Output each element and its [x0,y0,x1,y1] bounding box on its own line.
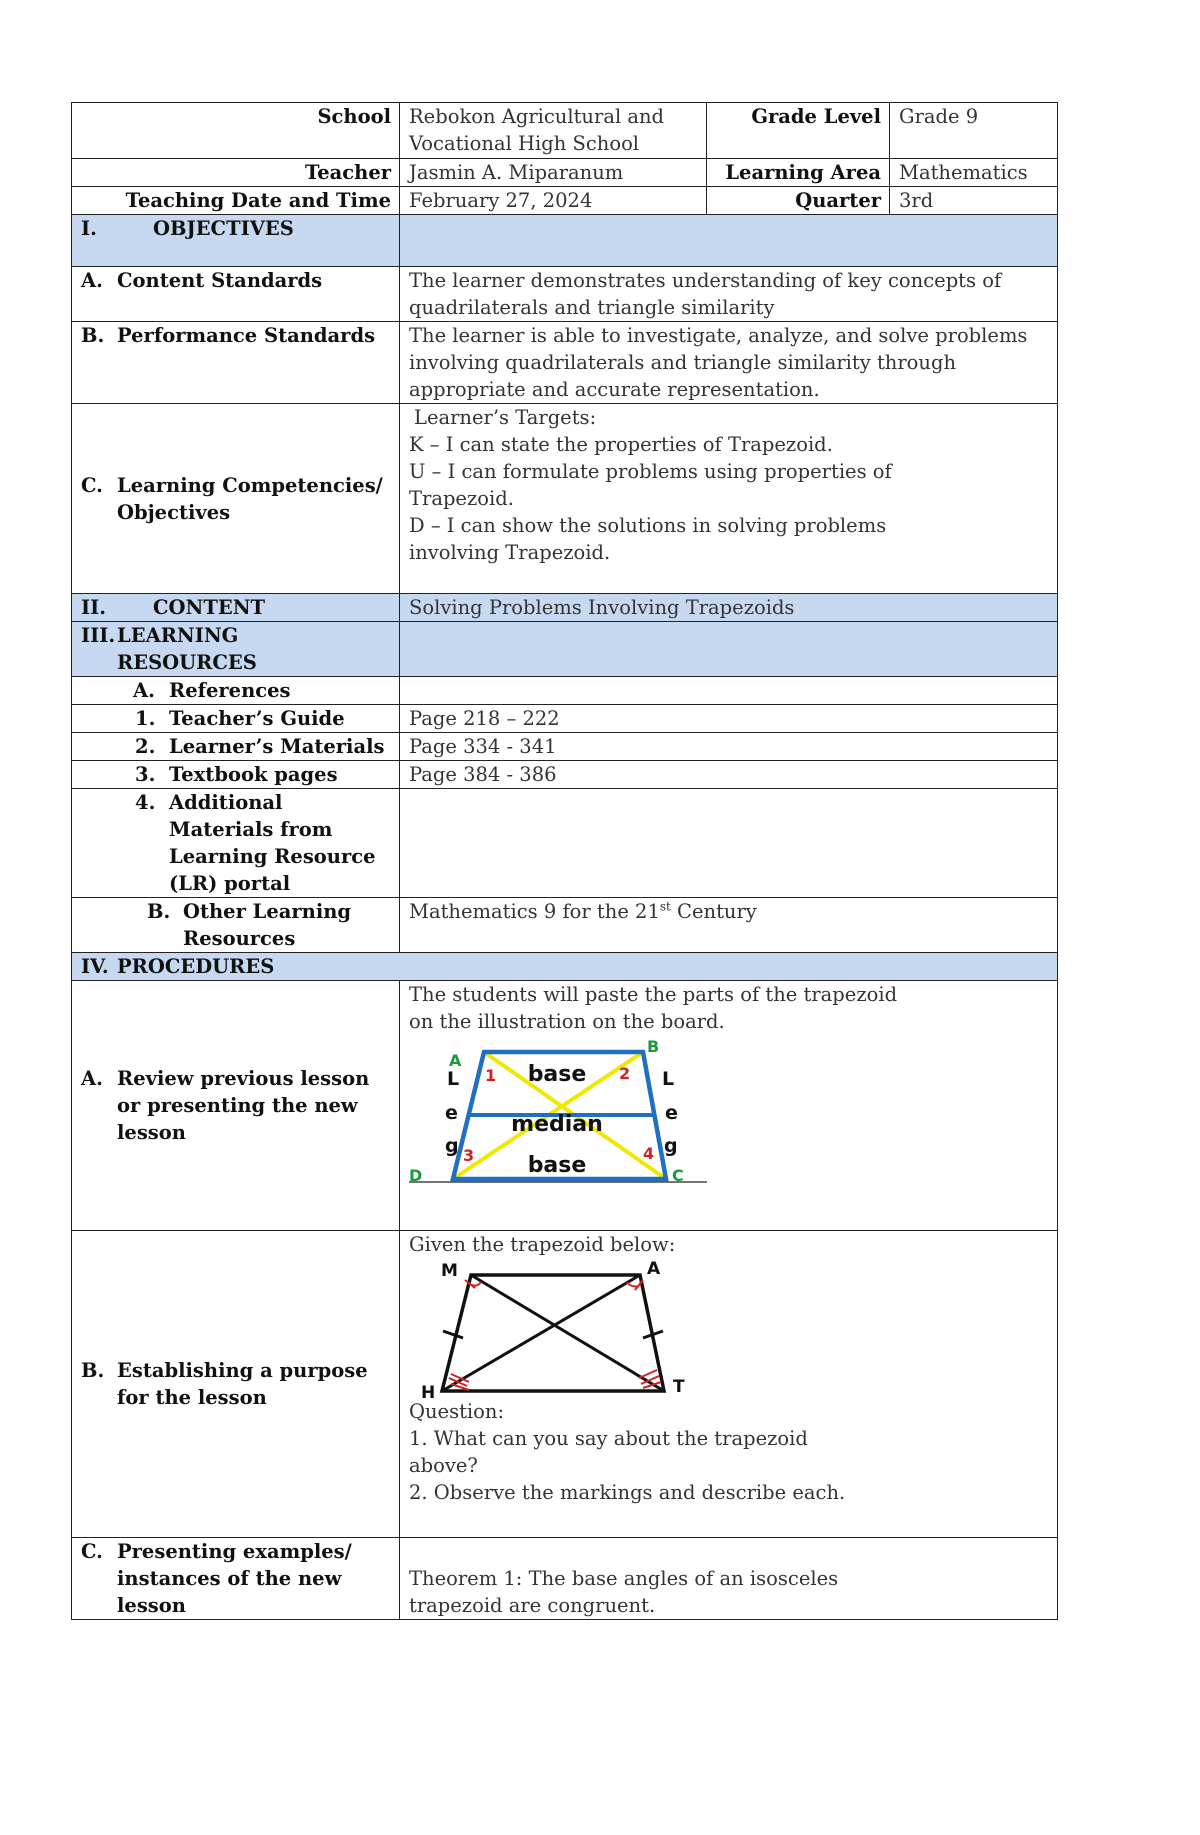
learners-materials-value: Page 334 - 341 [400,733,1058,761]
review-lesson-content: The students will paste the parts of the trapezoid on the illustration on the board. base median base A B C D L e g L e g 1 2 3 4 [400,981,1058,1231]
lesson-plan-sheet [71,102,1057,1620]
trapezoid-mahat-figure [409,1258,699,1398]
vertex-a2-label: A [647,1259,661,1279]
question-2: 2. Observe the markings and describe each. [409,1481,846,1504]
angle-1-label: 1 [485,1066,497,1085]
row-review-previous-lesson [72,981,1058,1231]
row-content-standards [72,267,1058,322]
establishing-purpose-label: B. Establishing a purpose for the lesson [72,1231,400,1538]
angle-4-label: 4 [643,1144,655,1163]
row-additional-materials [72,789,1058,898]
header-row-school [72,103,1058,159]
question-1: 1. What can you say about the trapezoid [409,1427,808,1450]
performance-standards-value: The learner is able to investigate, analyze, and solve problems involving quadrilaterals and triangle similarity through appropriate and accurate representation. [400,322,1058,404]
grade-level-value: Grade 9 [890,103,1058,159]
learning-resources-heading: III. LEARNING RESOURCES [72,622,400,677]
right-leg-letter-1: L [662,1068,675,1090]
bottom-base-label: base [527,1153,587,1178]
date-label: Teaching Date and Time [72,187,400,215]
left-leg-letter-1: L [447,1068,460,1090]
vertex-h-label: H [421,1383,436,1398]
references-label: A. References [72,677,400,705]
textbook-pages-value: Page 384 - 386 [400,761,1058,789]
row-performance-standards [72,322,1058,404]
vertex-b-label: B [647,1037,660,1056]
right-leg-letter-2: e [665,1102,678,1124]
right-leg-letter-3: g [664,1135,678,1157]
row-teachers-guide [72,705,1058,733]
quarter-value: 3rd [890,187,1058,215]
learning-area-label: Learning Area [707,159,890,187]
additional-materials-label: 4. Additional Materials from Learning Resource (LR) portal [72,789,400,898]
quarter-label: Quarter [707,187,890,215]
vertex-m-label: M [441,1261,458,1281]
vertex-c-label: C [672,1166,684,1185]
learning-competencies-label: C. Learning Competencies/ Objectives [72,404,400,594]
row-textbook-pages [72,761,1058,789]
learning-area-value: Mathematics [890,159,1058,187]
grade-level-label: Grade Level [707,103,890,159]
header-row-teacher [72,159,1058,187]
target-doing: D – I can show the solutions in solving problems [409,514,887,537]
date-value: February 27, 2024 [400,187,707,215]
trapezoid-mahat [442,1275,664,1391]
target-knowledge: K – I can state the properties of Trapezoid. [409,433,833,456]
school-label: School [72,103,400,159]
median-label: median [511,1112,603,1137]
row-other-learning-resources [72,898,1058,953]
teachers-guide-label: 1. Teacher’s Guide [72,705,400,733]
lesson-plan-table [71,102,1058,1620]
angle-3-label: 3 [463,1146,475,1165]
content-standards-label: A. Content Standards [72,267,400,322]
learners-targets: Learner’s Targets: K – I can state the properties of Trapezoid. U – I can formulate problems using properties of Trapezoid. D – I can show the solutions in solving problems involving Trapezoid. [400,404,1058,594]
presenting-examples-label: C. Presenting examples/ instances of the new lesson [72,1538,400,1620]
vertex-d-label: D [409,1166,423,1185]
review-lesson-label: A. Review previous lesson or presenting the new lesson [72,981,400,1231]
establishing-purpose-content: Given the trapezoid below: M A H T Question: 1. What can you say about the trapezoid above? 2. Observe the markings and describe each. [400,1231,1058,1538]
teacher-label: Teacher [72,159,400,187]
section-learning-resources [72,622,1058,677]
performance-standards-label: B. Performance Standards [72,322,400,404]
content-value: Solving Problems Involving Trapezoids [400,594,1058,622]
left-leg-letter-3: g [445,1135,459,1157]
learning-resources-fill [400,622,1058,677]
learners-materials-label: 2. Learner’s Materials [72,733,400,761]
top-base-label: base [527,1062,587,1087]
teacher-value: Jasmin A. Miparanum [400,159,707,187]
leg-tick-left [443,1331,463,1338]
question-title: Question: [409,1400,505,1423]
vertex-t-label: T [673,1377,685,1397]
textbook-pages-label: 3. Textbook pages [72,761,400,789]
teachers-guide-value: Page 218 – 222 [400,705,1058,733]
target-understanding: U – I can formulate problems using properties of [409,460,892,483]
school-value: Rebokon Agricultural and Vocational High School [400,103,707,159]
row-presenting-examples [72,1538,1058,1620]
trapezoid-parts-figure [409,1035,719,1185]
angle-2-label: 2 [619,1064,631,1083]
other-learning-resources-value: Mathematics 9 for the 21st Century [400,898,1058,953]
row-establishing-purpose [72,1231,1058,1538]
vertex-a-label: A [449,1051,462,1070]
objectives-heading: I. OBJECTIVES [72,215,400,267]
diagonal-ah [442,1275,640,1391]
other-learning-resources-label: B. Other Learning Resources [72,898,400,953]
row-references [72,677,1058,705]
left-leg-letter-2: e [445,1102,458,1124]
theorem-1: Theorem 1: The base angles of an isosceles [409,1567,839,1590]
header-row-date [72,187,1058,215]
diagonal-mt [471,1275,664,1391]
objectives-heading-fill [400,215,1058,267]
content-heading: II. CONTENT [72,594,400,622]
section-objectives [72,215,1058,267]
procedures-heading: IV. PROCEDURES [72,953,1058,981]
section-content [72,594,1058,622]
section-procedures [72,953,1058,981]
presenting-examples-content: Theorem 1: The base angles of an isosceles trapezoid are congruent. [400,1538,1058,1620]
row-learners-materials [72,733,1058,761]
content-standards-value: The learner demonstrates understanding of key concepts of quadrilaterals and triangle similarity [400,267,1058,322]
row-learning-competencies [72,404,1058,594]
